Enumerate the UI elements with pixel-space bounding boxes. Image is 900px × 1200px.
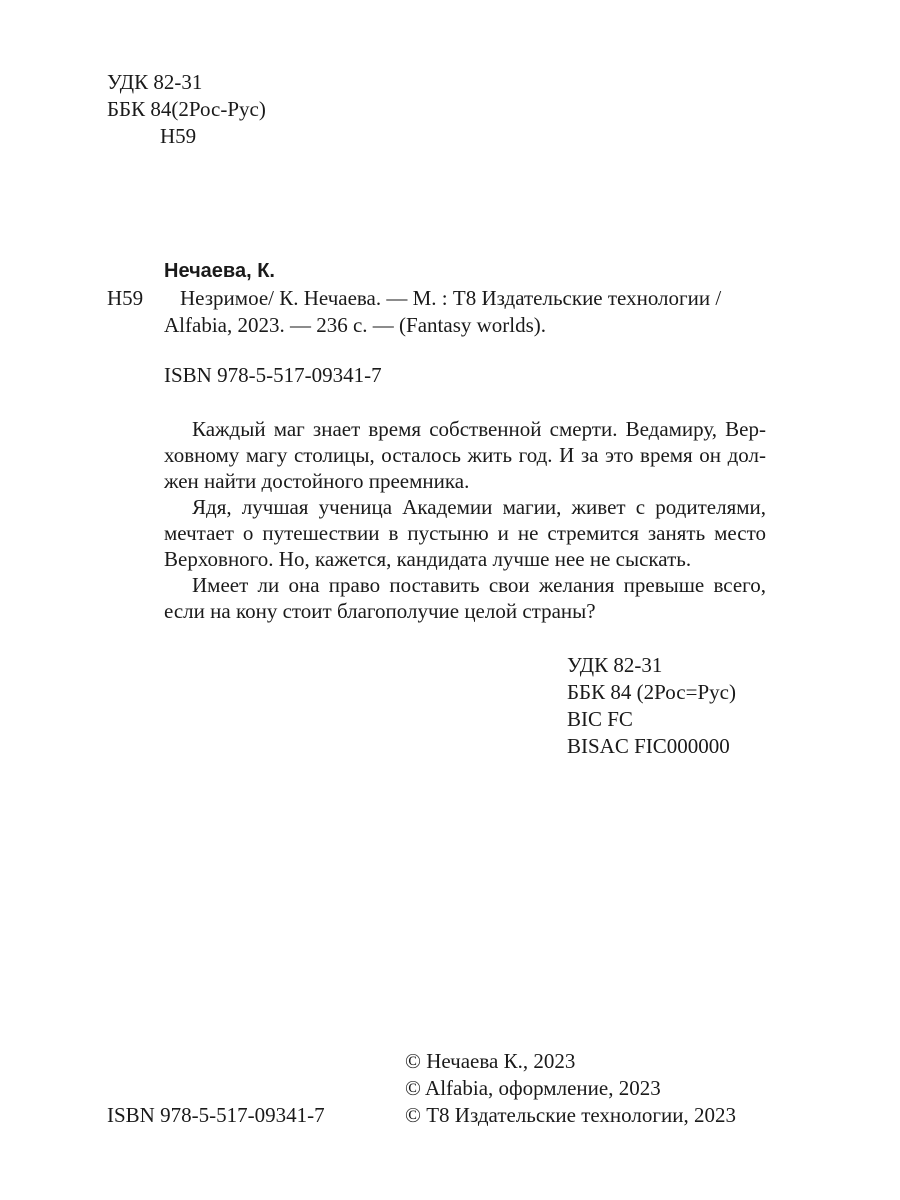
annotation-paragraph: Ядя, лучшая ученица Академии магии, живет с родителями, мечтает о путешествии в пустыню и не стремится занять место Верховного. Но, кажется, кандидата лучше нее не сыскать. [164, 495, 766, 571]
top-author-mark: Н59 [160, 124, 197, 148]
bic-code: BIC FC [567, 707, 633, 731]
annotation-paragraph: Имеет ли она право поставить свои желания превыше всего, если на кону стоит благополучие целой страны? [164, 573, 766, 623]
entry-description-line-1: Незримое/ К. Нечаева. — М. : Т8 Издательские технологии / [180, 286, 722, 310]
top-bbk-code: ББК 84(2Рос-Рус) [107, 97, 266, 121]
copyright-block [405, 1048, 736, 1129]
author-heading: Нечаева, К. [164, 260, 275, 282]
entry-author-mark: Н59 [107, 286, 144, 310]
udk-code: УДК 82-31 [567, 653, 663, 677]
footer-isbn: ISBN 978-5-517-09341-7 [107, 1103, 325, 1127]
top-udk-code: УДК 82-31 [107, 70, 203, 94]
bisac-code: BISAC FIC000000 [567, 734, 730, 758]
entry-isbn: ISBN 978-5-517-09341-7 [164, 363, 382, 387]
bbk-code: ББК 84 (2Рос=Рус) [567, 680, 736, 704]
copyright-line: © Т8 Издательские технологии, 2023 [405, 1103, 736, 1127]
classification-codes [567, 652, 736, 760]
entry-description-line-2: Alfabia, 2023. — 236 с. — (Fantasy worlds). [164, 313, 547, 337]
copyright-line: © Alfabia, оформление, 2023 [405, 1076, 661, 1100]
annotation-paragraph: Каждый маг знает время собственной смерти. Ведамиру, Верховному магу столицы, осталось жить год. И за это время он должен найти достойного преемника. [164, 417, 766, 493]
copyright-line: © Нечаева К., 2023 [405, 1049, 576, 1073]
annotation [164, 416, 766, 624]
